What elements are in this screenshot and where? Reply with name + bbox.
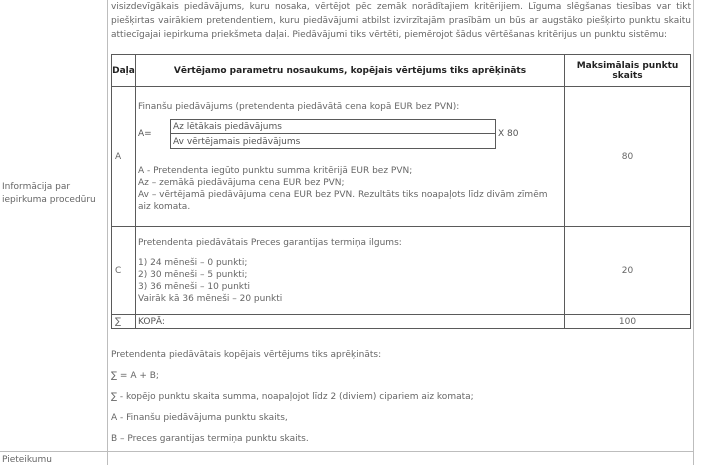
formula-multiplier: X 80 [498, 128, 519, 139]
next-section-label: Pieteikumu [2, 455, 52, 465]
table-row-c [112, 227, 691, 315]
intro-paragraph: visizdevīgākais piedāvājums, kuru nosaka, vērtējot pēc zemāk norādītajiem kritērijiem. Līguma slēgšanas tiesības var tikt piešķirtas vairākiem pretendentiem, kuru piedāvājumi atbilst izvirzītajām prasībām un būs ar augstāko piešķirto punktu skaitu attiecīgajai iepirkuma priekšmeta daļai. Piedāvājumi tiks vērtēti, piemērojot šādus vērtēšanas kritērijus un punktu sistēmu: [111, 2, 691, 40]
guarantee-item: Vairāk kā 36 mēneši – 20 punkti [138, 293, 283, 304]
formula-numerator: Az lētākais piedāvājums [171, 120, 495, 134]
summary-line: A - Finanšu piedāvājuma punktu skaits, [111, 413, 288, 423]
formula-fraction [170, 119, 496, 149]
summary-line: ∑ - kopējo punktu skaita summa, noapaļojot līdz 2 (diviem) cipariem aiz komata; [111, 392, 474, 402]
formula-denominator: Av vērtējamais piedāvājums [173, 136, 301, 147]
row-a-max: 80 [565, 87, 691, 227]
summary-line: ∑ = A + B; [111, 371, 159, 381]
row-a-content [136, 87, 565, 227]
criteria-table [111, 54, 691, 329]
finance-note: A - Pretendenta iegūto punktu summa kritērijā EUR bez PVN; [138, 165, 413, 176]
formula-lhs: A= [138, 128, 152, 139]
guarantee-item: 3) 36 mēneši – 10 punkti [138, 281, 251, 292]
summary-block [111, 349, 691, 454]
finance-note: Av – vērtējamā piedāvājuma cena EUR bez PVN. Rezultāts tiks noapaļots līdz divām zīmēm aiz komata. [138, 189, 548, 212]
total-symbol: ∑ [112, 315, 136, 329]
section-label: Informācija par iepirkuma procedūru [2, 182, 96, 205]
summary-line: Pretendenta piedāvātais kopējais vērtējums tiks aprēķināts: [111, 350, 382, 360]
header-max-points: Maksimālais punktu skaits [565, 55, 691, 87]
summary-line: B – Preces garantijas termiņa punktu skaits. [111, 434, 309, 444]
total-max: 100 [565, 315, 691, 329]
table-row-total [112, 315, 691, 329]
guarantee-item: 2) 30 mēneši – 5 punkti; [138, 269, 248, 280]
guarantee-item: 1) 24 mēneši – 0 punkti; [138, 257, 248, 268]
row-c-dala: C [112, 227, 136, 315]
row-c-content [136, 227, 565, 315]
table-header-row [112, 55, 691, 87]
finance-title: Finanšu piedāvājums (pretendenta piedāvātā cena kopā EUR bez PVN): [138, 101, 460, 112]
finance-note: Az – zemākā piedāvājuma cena EUR bez PVN; [138, 177, 345, 188]
finance-formula [138, 119, 562, 151]
row-a-dala: A [112, 87, 136, 227]
row-c-max: 20 [565, 227, 691, 315]
header-dala: Daļa [112, 55, 136, 87]
guarantee-title: Pretendenta piedāvātais Preces garantijas termiņa ilgums: [138, 237, 402, 248]
column-divider-left [107, 0, 108, 465]
table-row-a [112, 87, 691, 227]
header-parameter: Vērtējamo parametru nosaukums, kopējais vērtējums tiks aprēķināts [136, 55, 565, 87]
total-label: KOPĀ: [136, 315, 565, 329]
column-divider-right [693, 0, 694, 465]
